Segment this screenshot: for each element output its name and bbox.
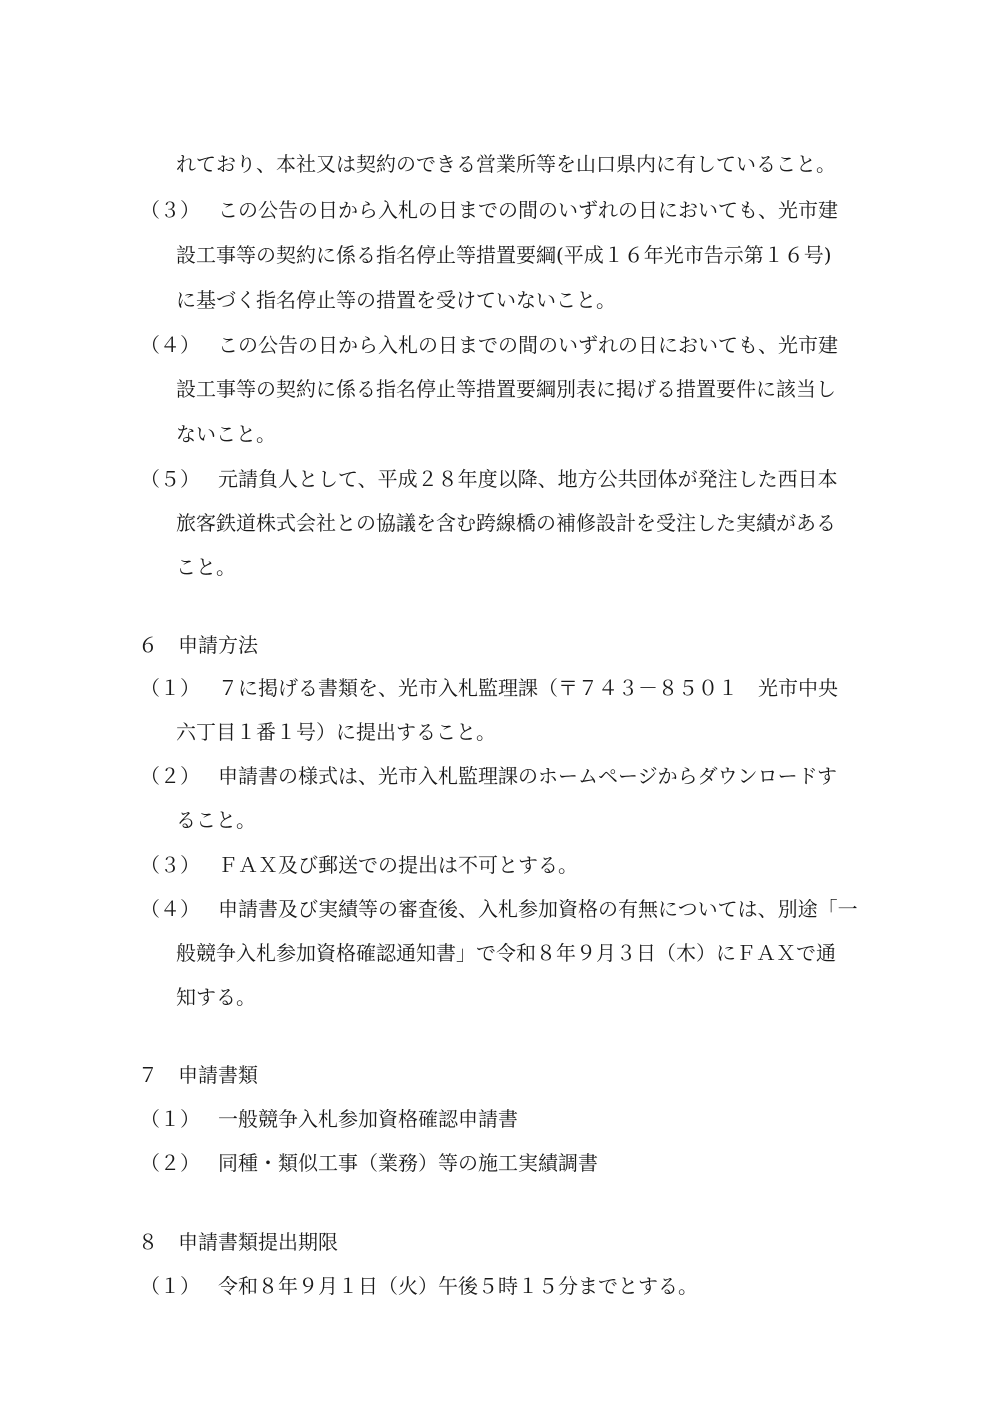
item-number: （３）: [140, 198, 200, 222]
item-number: （１）: [140, 1107, 200, 1131]
section-heading: ７ 申請書類: [138, 1063, 258, 1087]
item-text-line: 令和８年９月１日（火）午後５時１５分までとする。: [218, 1274, 698, 1298]
item-text-line: 六丁目１番１号）に提出すること。: [176, 720, 496, 744]
item-number: （２）: [140, 1151, 200, 1175]
item-text-line: 元請負人として、平成２８年度以降、地方公共団体が発注した西日本: [218, 467, 838, 491]
item-text-line: 設工事等の契約に係る指名停止等措置要綱別表に掲げる措置要件に該当し: [176, 377, 836, 401]
section-heading: ８ 申請書類提出期限: [138, 1230, 338, 1254]
item-number: （４）: [140, 333, 200, 357]
item-number: （５）: [140, 467, 200, 491]
item-text-line: ＦＡＸ及び郵送での提出は不可とする。: [218, 853, 578, 877]
item-text-line: 旅客鉄道株式会社との協議を含む跨線橋の補修設計を受注した実績がある: [176, 511, 836, 535]
item-number: （１）: [140, 676, 200, 700]
item-text-line: 般競争入札参加資格確認通知書」で令和８年９月３日（木）にＦＡＸで通: [176, 941, 836, 965]
item-text-line: に基づく指名停止等の措置を受けていないこと。: [176, 288, 616, 312]
item-text-line: こと。: [176, 555, 236, 579]
item-text-line: ないこと。: [176, 422, 276, 446]
item-text-line: ること。: [176, 808, 256, 832]
item-number: （３）: [140, 853, 200, 877]
item-number: （２）: [140, 764, 200, 788]
item-number: （１）: [140, 1274, 200, 1298]
item-text-line: 一般競争入札参加資格確認申請書: [218, 1107, 518, 1131]
item-text-line: 申請書の様式は、光市入札監理課のホームページからダウンロードす: [218, 764, 837, 788]
section-heading: ６ 申請方法: [138, 633, 258, 657]
item-text-line: 知する。: [176, 985, 256, 1009]
item-text-line: 申請書及び実績等の審査後、入札参加資格の有無については、別途「一: [218, 897, 858, 921]
item-text-line: この公告の日から入札の日までの間のいずれの日においても、光市建: [218, 198, 838, 222]
item-text-line: この公告の日から入札の日までの間のいずれの日においても、光市建: [218, 333, 838, 357]
item-text-line: 同種・類似工事（業務）等の施工実績調書: [218, 1151, 598, 1175]
item-text-line: 設工事等の契約に係る指名停止等措置要綱(平成１６年光市告示第１６号): [176, 243, 832, 267]
continuation-text: れており、本社又は契約のできる営業所等を山口県内に有していること。: [176, 152, 836, 176]
item-number: （４）: [140, 897, 200, 921]
item-text-line: ７に掲げる書類を、光市入札監理課（〒７４３－８５０１ 光市中央: [218, 676, 838, 700]
